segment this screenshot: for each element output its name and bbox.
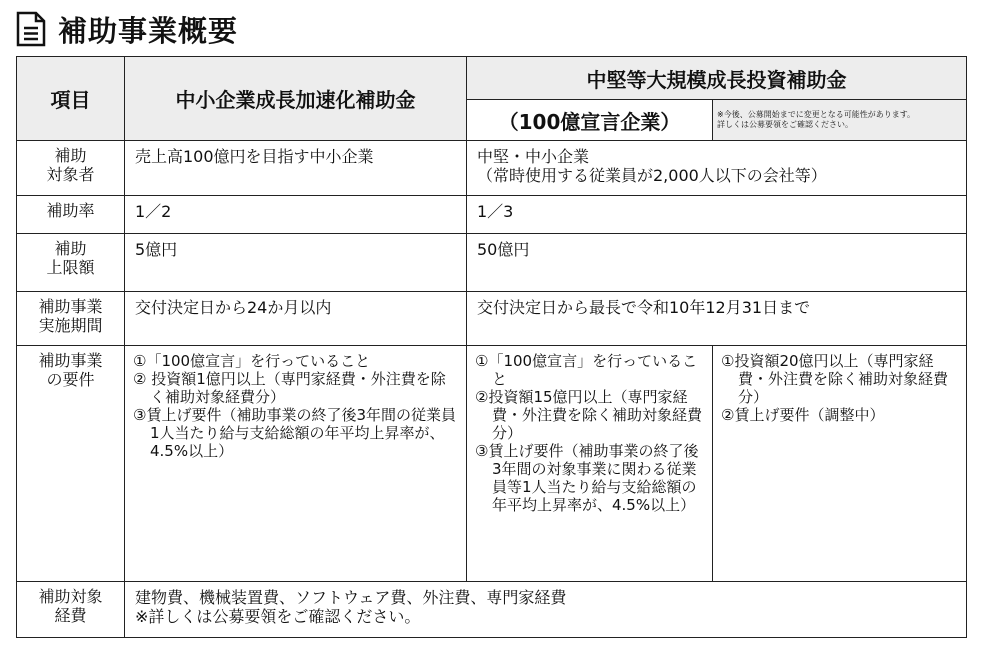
table-row-requirements [17,346,967,582]
cell-target-b: 中堅・中小企業 （常時使用する従業員が2,000人以下の会社等） [467,141,967,196]
header-col-b-sub: （100億宣言企業） [467,100,713,141]
list-item: ①「100億宣言」を行っていること [133,352,371,370]
table-row-period [17,292,967,346]
list-item: ② 投資額1億円以上（専門家経費・外注費を除く補助対象経費分） [133,370,446,406]
document-icon [16,11,46,47]
header-col-b: 中堅等大規模成長投資補助金 [467,57,967,100]
row-label-expenses: 補助対象 経費 [17,582,125,638]
cell-requirements-a [125,346,467,582]
row-label-rate: 補助率 [17,196,125,234]
cell-requirements-b2 [713,346,967,582]
table-row-target [17,141,967,196]
list-item: ②賃上げ要件（調整中） [721,406,885,424]
row-label-target: 補助 対象者 [17,141,125,196]
header-col-a: 中小企業成長加速化補助金 [125,57,467,141]
cell-limit-a: 5億円 [125,234,467,292]
cell-limit-b: 50億円 [467,234,967,292]
list-item: ①「100億宣言」を行っていること [475,352,698,388]
header-col-b-note: ※今後、公募開始までに変更となる可能性があります。 詳しくは公募要領をご確認ください。 [713,100,967,141]
cell-rate-b: 1／3 [467,196,967,234]
header-row [17,57,967,100]
cell-period-b: 交付決定日から最長で令和10年12月31日まで [467,292,967,346]
cell-expenses: 建物費、機械装置費、ソフトウェア費、外注費、専門家経費 ※詳しくは公募要領をご確認ください。 [125,582,967,638]
list-item: ③賃上げ要件（補助事業の終了後3年間の対象事業に関わる従業員等1人当たり給与支給総額の年平均上昇率が、4.5%以上） [475,442,699,514]
row-label-requirements: 補助事業 の要件 [17,346,125,582]
list-item: ③賃上げ要件（補助事業の終了後3年間の従業員1人当たり給与支給総額の年平均上昇率が、4.5%以上） [133,406,456,460]
title-row [16,6,238,52]
table-row-limit [17,234,967,292]
cell-period-a: 交付決定日から24か月以内 [125,292,467,346]
summary-table [16,56,967,638]
list-item: ②投資額15億円以上（専門家経費・外注費を除く補助対象経費分） [475,388,703,442]
table-row-rate [17,196,967,234]
row-label-limit: 補助 上限額 [17,234,125,292]
row-label-period: 補助事業 実施期間 [17,292,125,346]
table-row-expenses [17,582,967,638]
cell-target-a: 売上高100億円を目指す中小企業 [125,141,467,196]
header-item: 項目 [17,57,125,141]
cell-rate-a: 1／2 [125,196,467,234]
cell-requirements-b1 [467,346,713,582]
page-title: 補助事業概要 [58,13,239,48]
list-item: ①投資額20億円以上（専門家経費・外注費を除く補助対象経費分） [721,352,949,406]
